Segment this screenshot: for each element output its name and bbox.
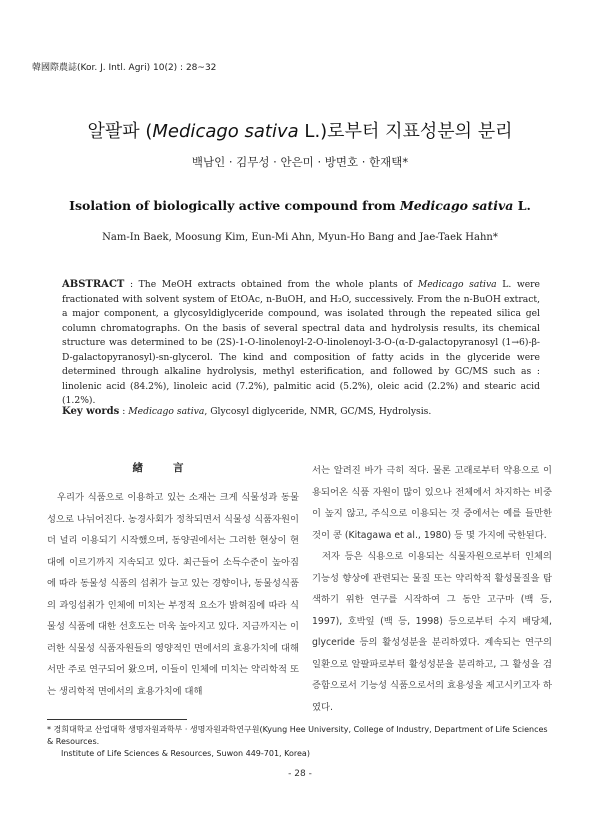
authors-english: Nam-In Baek, Moosung Kim, Eun-Mi Ahn, Myun-Ho Bang and Jae-Taek Hahn* bbox=[102, 232, 498, 243]
title-en-after: L. bbox=[513, 198, 531, 213]
right-column bbox=[312, 460, 552, 718]
section-heading-introduction: 緖言 bbox=[132, 462, 214, 474]
journal-citation: 韓國際農誌(Kor. J. Intl. Agri) 10(2) : 28~32 bbox=[32, 63, 217, 73]
title-en-species: Medicago sativa bbox=[399, 198, 514, 213]
title-english bbox=[0, 198, 600, 213]
footnote-rule bbox=[47, 719, 187, 720]
footnote-line-2: Institute of Life Sciences & Resources, Suwon 449-701, Korea) bbox=[61, 749, 310, 758]
keywords-sep: : bbox=[119, 406, 129, 417]
title-ko-species: Medicago sativa bbox=[152, 121, 299, 142]
abstract-text-1: The MeOH extracts obtained from the whole plants of bbox=[138, 279, 418, 290]
title-ko-after: L.)로부터 지표성분의 분리 bbox=[298, 121, 513, 142]
title-korean bbox=[0, 117, 600, 143]
abstract-species: Medicago sativa bbox=[417, 279, 497, 290]
title-en-before: Isolation of biologically active compound from bbox=[69, 198, 400, 213]
keywords-species: Medicago sativa bbox=[128, 406, 205, 417]
footnote-line-1: * 경희대학교 산업대학 생명자원과학부 · 생명자원과학연구원(Kyung Hee University, College of Industry, Department of Life Sciences & Resources. bbox=[47, 725, 548, 746]
authors-korean: 백남인 · 김무성 · 안은미 · 방면호 · 한재택* bbox=[191, 155, 409, 169]
keywords-label: Key words bbox=[62, 406, 120, 417]
right-column-paragraph-2: 저자 등은 식용으로 이용되는 식물자원으로부터 인체의 기능성 향상에 관련되는 물질 또는 약리학적 활성물질을 탐색하기 위한 연구를 시작하여 그 동안 고구마 (백 등, 1997), 호박잎 (백 등, 1998) 등으로부터 수지 배당체, glyceride 등의 활성성분을 분리하였다. 계속되는 연구의 일환으로 알팔파로부터 활성성분을 분리하고, 그 활성을 검증함으로서 기능성 식품으로서의 효용성을 제고시키고자 하였다. bbox=[312, 551, 552, 713]
footnote bbox=[47, 724, 552, 760]
left-column bbox=[47, 487, 299, 702]
right-column-paragraph-1: 서는 알려진 바가 극히 적다. 물론 고래로부터 약용으로 이용되어온 식품 자원이 많이 있으나 전체에서 차지하는 비중이 높지 않고, 주식으로 이용되는 것 중에서는 예를 들만한 것이 콩 (Kitagawa et al., 1980) 등 몇 가지에 국한된다. bbox=[312, 465, 552, 541]
keywords-rest: , Glycosyl diglyceride, NMR, GC/MS, Hydrolysis. bbox=[204, 406, 432, 417]
abstract bbox=[62, 278, 540, 409]
page-number: - 28 - bbox=[288, 769, 312, 779]
left-column-paragraph: 우리가 식품으로 이용하고 있는 소재는 크게 식물성과 동물성으로 나뉘어진다. 농경사회가 정착되면서 식물성 식품자원이 더 널리 이용되기 시작했으며, 동양권에서는 그러한 현상이 현대에 이르기까지 지속되고 있다. 최근들어 소득수준이 높아짐에 따라 동물성 식품의 섭취가 늘고 있는 경향이나, 동물성식품의 과잉섭취가 인체에 미치는 부정적 요소가 밝혀짐에 따라 식물성 식품에 대한 선호도는 더욱 높아지고 있다. 지금까지는 이러한 식물성 식품자원들의 영양적인 면에서의 효용가치에 대해서만 주로 연구되어 왔으며, 이들이 인체에 미치는 약리학적 또는 생리학적 면에서의 효용가치에 대해 bbox=[47, 492, 299, 697]
abstract-text-2: L. were fractionated with solvent system of EtOAc, n-BuOH, and H₂O, successively. From the n-BuOH extract, a major component, a glycosyldiglyceride compound, was isolated through the repeated silica gel column chromatographs. On the basis of several spectral data and hydrolysis results, its chemical structure was determined to be (2S)-1-O-linolenoyl-2-O-linolenoyl-3-O-(α-D-galactopyranosyl (1→6)-β-D-galactopyranosyl)-sn-glycerol. The kind and composition of fatty acids in the glyceride were determined through alkaline hydrolysis, methyl esterification, and followed by GC/MS such as : linolenic acid (84.2%), linoleic acid (7.2%), palmitic acid (5.2%), oleic acid (2.2%) and stearic acid (1.2%). bbox=[62, 279, 540, 406]
abstract-sep: : bbox=[124, 279, 139, 290]
keywords bbox=[62, 406, 540, 417]
abstract-label: ABSTRACT bbox=[62, 279, 125, 290]
title-ko-before: 알팔파 ( bbox=[87, 121, 153, 142]
